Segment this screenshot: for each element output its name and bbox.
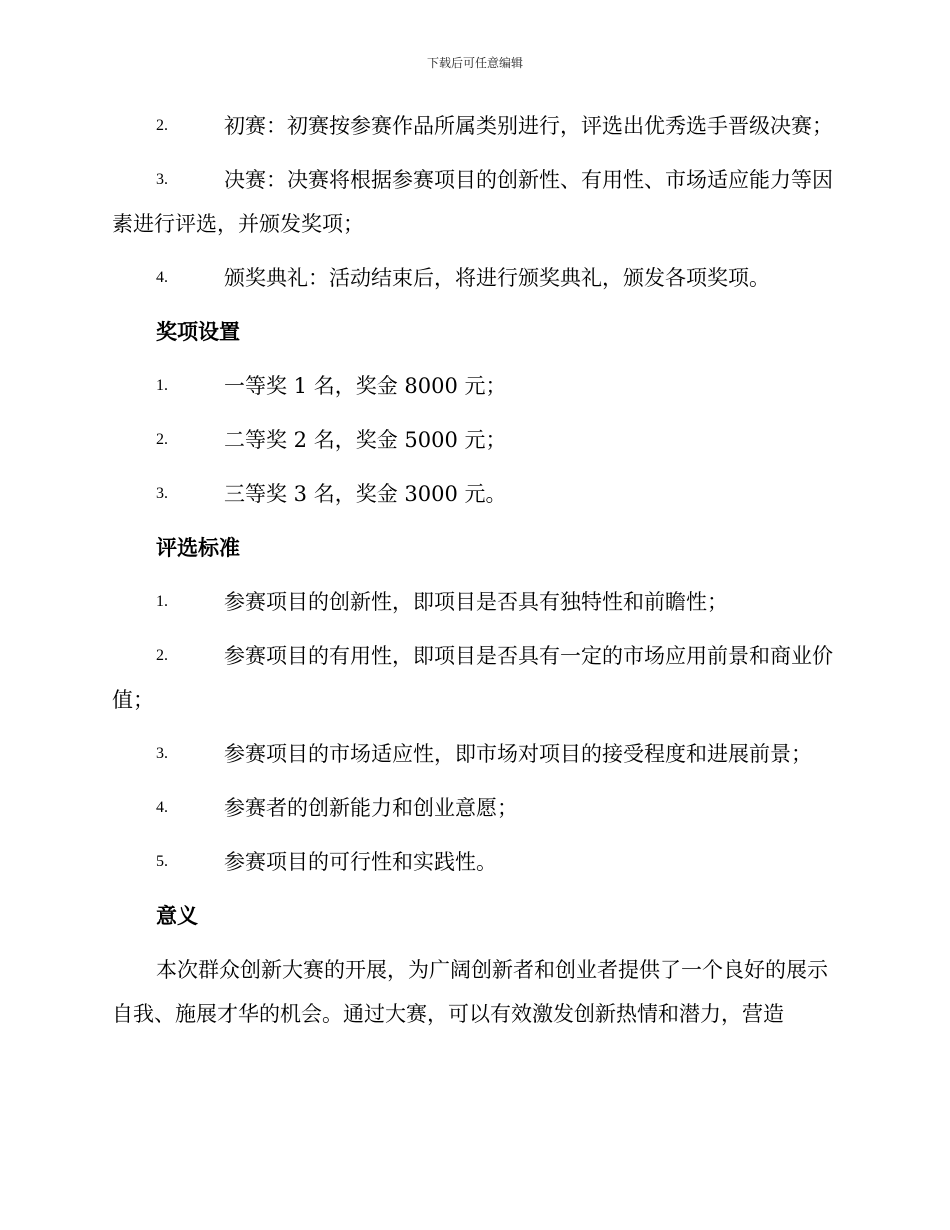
list-number: 5. <box>156 853 168 870</box>
section-heading-criteria: 评选标准 <box>156 535 240 560</box>
list-text: 二等奖 2 名，奖金 5000 元； <box>224 428 507 452</box>
list-item <box>112 472 837 516</box>
list-number: 2. <box>156 647 168 664</box>
list-text: 颁奖典礼：活动结束后，将进行颁奖典礼，颁发各项奖项。 <box>224 266 770 290</box>
list-number: 2. <box>156 117 168 134</box>
list-text: 参赛者的创新能力和创业意愿； <box>224 796 518 820</box>
list-item <box>112 418 837 462</box>
list-text: 参赛项目的市场适应性，即市场对项目的接受程度和进展前景； <box>224 742 812 766</box>
page-header: 下载后可任意编辑 <box>426 56 523 70</box>
list-item <box>112 158 837 246</box>
document-body <box>112 104 837 1036</box>
list-number: 1. <box>156 377 168 394</box>
list-item <box>112 580 837 624</box>
list-text: 参赛项目的有用性，即项目是否具有一定的市场应用前景和商业价值； <box>112 644 833 712</box>
list-item <box>112 104 837 148</box>
list-item <box>112 840 837 884</box>
list-text: 参赛项目的可行性和实践性。 <box>224 850 497 874</box>
list-text: 初赛：初赛按参赛作品所属类别进行，评选出优秀选手晋级决赛； <box>224 114 833 138</box>
list-text: 三等奖 3 名，奖金 3000 元。 <box>224 482 507 506</box>
list-number: 3. <box>156 745 168 762</box>
list-number: 3. <box>156 171 168 188</box>
list-number: 4. <box>156 799 168 816</box>
list-number: 2. <box>156 431 168 448</box>
list-item <box>112 256 837 300</box>
list-text: 参赛项目的创新性，即项目是否具有独特性和前瞻性； <box>224 590 728 614</box>
list-number: 3. <box>156 485 168 502</box>
list-item <box>112 634 837 722</box>
body-paragraph: 本次群众创新大赛的开展，为广阔创新者和创业者提供了一个良好的展示自我、施展才华的机会。通过大赛，可以有效激发创新热情和潜力，营造 <box>112 958 828 1026</box>
list-text: 一等奖 1 名，奖金 8000 元； <box>224 374 507 398</box>
list-text: 决赛：决赛将根据参赛项目的创新性、有用性、市场适应能力等因素进行评选，并颁发奖项； <box>112 168 833 236</box>
list-number: 1. <box>156 593 168 610</box>
section-heading-meaning: 意义 <box>156 903 198 928</box>
section-heading-awards: 奖项设置 <box>156 319 240 344</box>
list-item <box>112 786 837 830</box>
list-item <box>112 364 837 408</box>
list-item <box>112 732 837 776</box>
list-number: 4. <box>156 269 168 286</box>
